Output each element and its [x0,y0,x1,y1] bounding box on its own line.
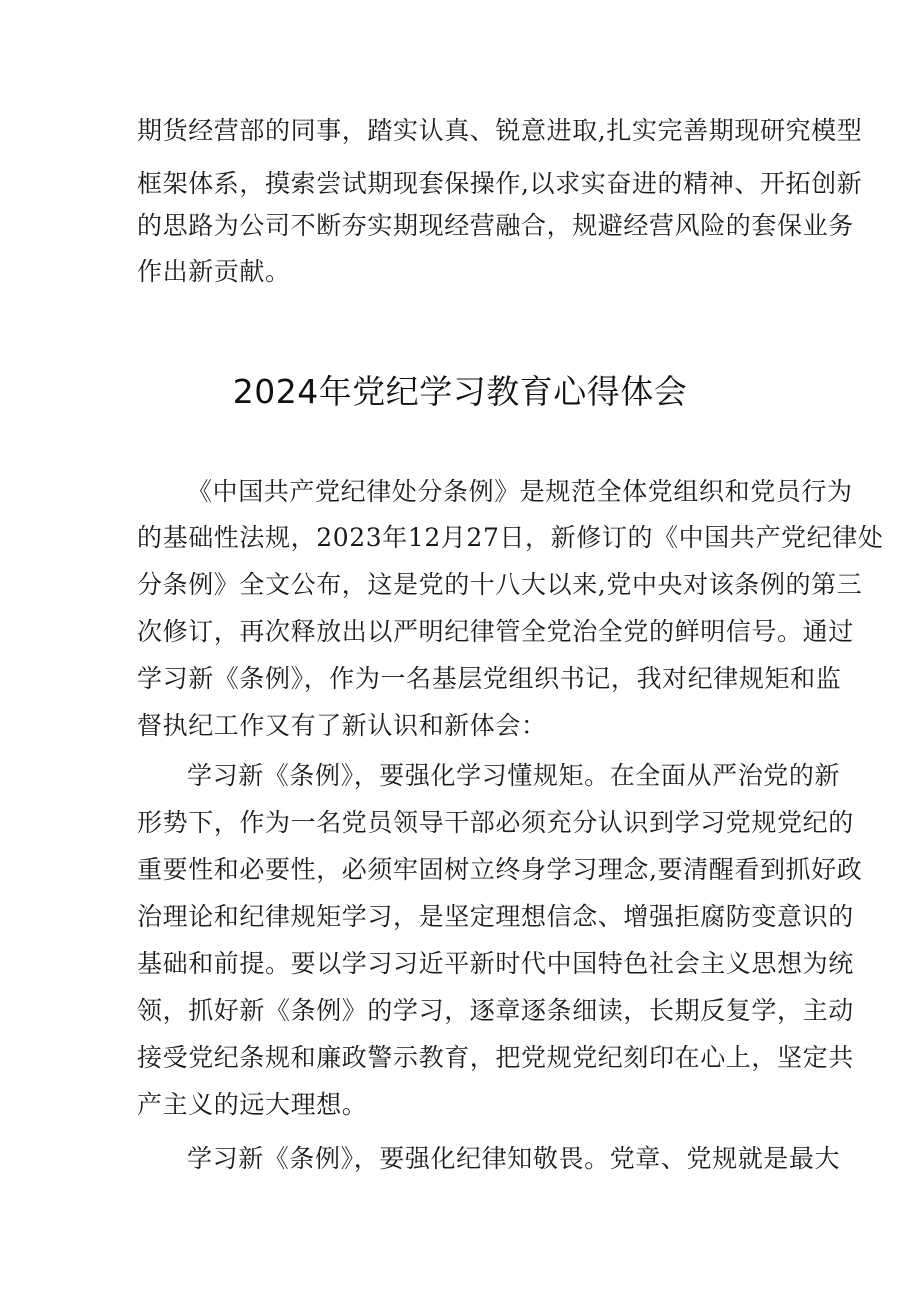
paragraph-line: 分条例》全文公布，这是党的十八大以来,党中央对该条例的第三 [137,570,863,599]
intro-line: 框架体系，摸索尝试期现套保操作,以求实奋进的精神、开拓创新 [137,169,863,198]
paragraph-line: 的基础性法规，2023年12月27日，新修订的《中国共产党纪律处 [137,523,884,552]
paragraph-line: 学习新《条例》，作为一名基层党组织书记，我对纪律规矩和监 [137,664,842,693]
article-title: 2024年党纪学习教育心得体会 [232,372,688,411]
paragraph-line: 督执纪工作又有了新认识和新体会： [137,711,547,740]
intro-line: 作出新贡献。 [137,257,291,286]
paragraph-line: 治理论和纪律规矩学习，是坚定理想信念、增强拒腐防变意识的 [137,902,854,931]
paragraph-line: 重要性和必要性，必须牢固树立终身学习理念,要清醒看到抓好政 [137,855,863,884]
paragraph-line: 基础和前提。要以学习习近平新时代中国特色社会主义思想为统 [137,949,854,978]
paragraph-line: 《中国共产党纪律处分条例》是规范全体党组织和党员行为 [187,477,853,506]
paragraph-line: 形势下，作为一名党员领导干部必须充分认识到学习党规党纪的 [137,808,854,837]
paragraph-line: 接受党纪条规和廉政警示教育，把党规党纪刻印在心上，坚定共 [137,1043,854,1072]
paragraph-line: 领，抓好新《条例》的学习，逐章逐条细读，长期反复学，主动 [137,996,854,1025]
intro-line: 期货经营部的同事，踏实认真、锐意进取,扎实完善期现研究模型 [137,116,863,145]
paragraph-line: 学习新《条例》，要强化学习懂规矩。在全面从严治党的新 [187,761,841,790]
paragraph-line: 产主义的远大理想。 [137,1090,368,1119]
intro-line: 的思路为公司不断夯实期现经营融合，规避经营风险的套保业务 [137,211,854,240]
paragraph-line: 次修订，再次释放出以严明纪律管全党治全党的鲜明信号。通过 [137,617,854,646]
paragraph-line: 学习新《条例》，要强化纪律知敬畏。党章、党规就是最大 [187,1144,841,1173]
